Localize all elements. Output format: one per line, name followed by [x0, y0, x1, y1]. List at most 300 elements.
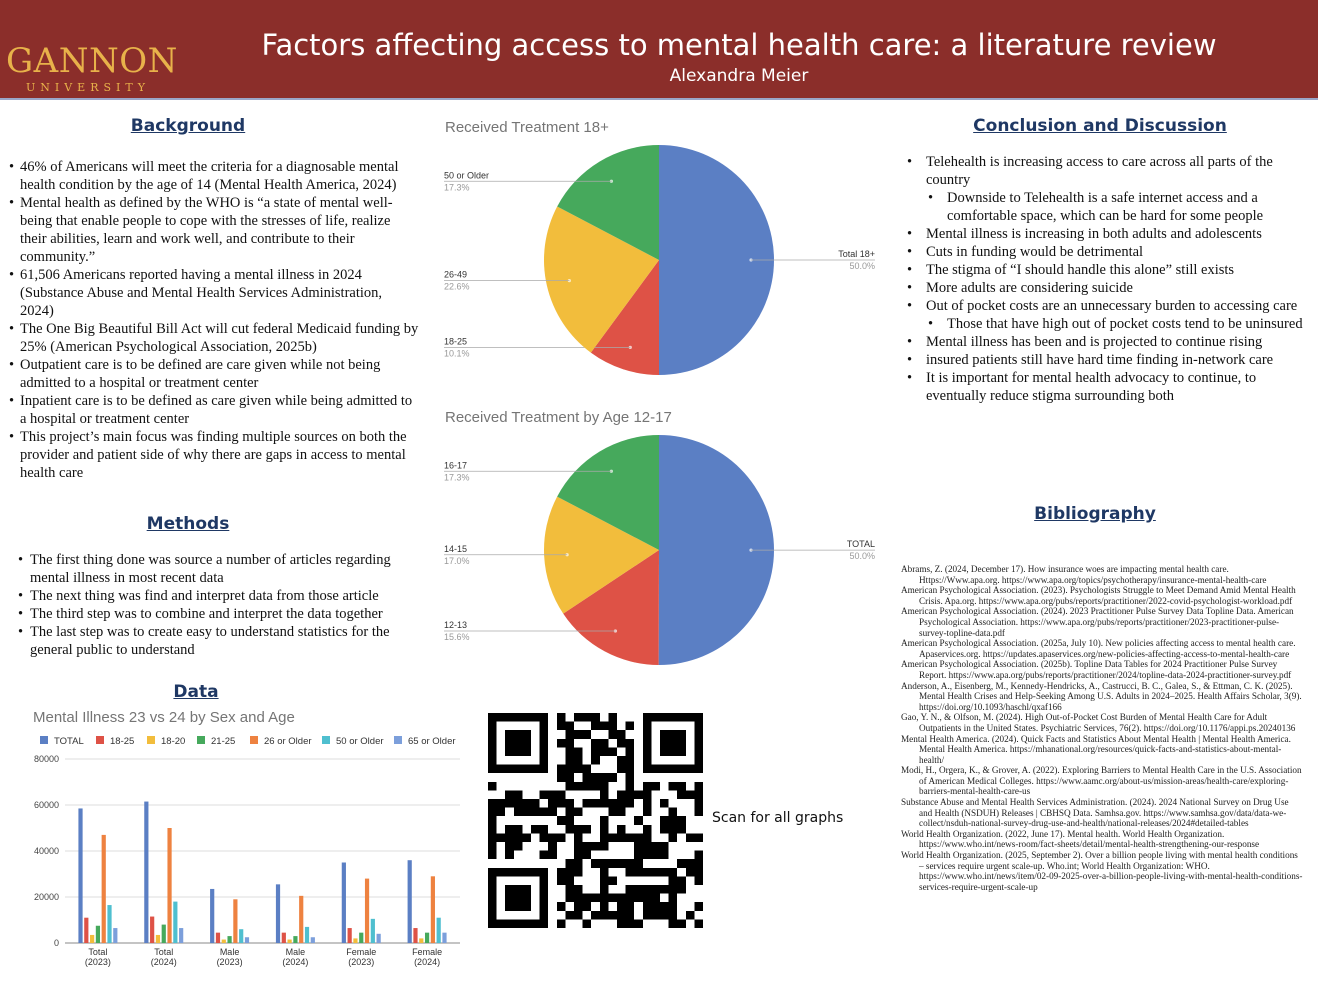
x-tick-label: (2024): [282, 957, 309, 967]
pie-percent: 50.0%: [849, 551, 875, 562]
qr-module: [634, 885, 643, 894]
bar: [299, 896, 303, 943]
qr-module: [488, 833, 497, 842]
bar: [442, 933, 446, 943]
qr-module: [643, 902, 652, 911]
bar: [179, 928, 183, 943]
qr-module: [600, 833, 609, 842]
qr-module: [488, 851, 497, 860]
bar: [377, 934, 381, 943]
qr-module: [522, 833, 531, 842]
qr-module: [488, 816, 497, 825]
x-tick-label: Male: [285, 947, 306, 957]
qr-module: [557, 722, 566, 731]
pie1-title: Received Treatment 18+: [445, 119, 609, 136]
qr-module: [651, 885, 660, 894]
qr-module: [583, 782, 592, 791]
qr-module: [591, 782, 600, 791]
bar: [113, 928, 117, 943]
qr-module: [677, 919, 686, 928]
qr-module: [565, 782, 574, 791]
qr-module: [643, 833, 652, 842]
bar: [311, 937, 315, 943]
pie-percent: 10.1%: [444, 348, 470, 359]
qr-finder-core: [505, 730, 531, 756]
legend-label: 18-20: [161, 736, 186, 747]
background-heading: Background: [130, 116, 246, 136]
legend-label: TOTAL: [54, 736, 84, 747]
qr-module: [514, 790, 523, 799]
bar: [282, 933, 286, 943]
bar: [408, 860, 412, 943]
conclusion-item: • The stigma of “I should handle this alone” still exists: [901, 261, 1306, 279]
qr-code[interactable]: [488, 713, 703, 928]
qr-module: [626, 747, 635, 756]
qr-module: [608, 808, 617, 817]
qr-module: [694, 902, 703, 911]
legend-label: 26 or Older: [264, 736, 312, 747]
qr-finder-core: [505, 885, 531, 911]
bibliography-entry: Mental Health America. (2024). Quick Facts and Statistics About Mental Health | Mental Health America. Mental Health America. https://mhanational.org/resources/quick-facts-and-statistics-about-mental-health/: [901, 733, 1291, 765]
qr-module: [565, 747, 574, 756]
methods-item: • The third step was to combine and interpret the data together: [16, 605, 416, 623]
qr-module: [540, 851, 549, 860]
bar: [102, 835, 106, 943]
qr-module: [643, 868, 652, 877]
bar: [437, 918, 441, 943]
bar: [156, 935, 160, 943]
pie-label: TOTAL: [846, 539, 875, 550]
qr-module: [565, 739, 574, 748]
qr-module: [565, 730, 574, 739]
qr-module: [600, 747, 609, 756]
bar: [342, 863, 346, 944]
qr-module: [565, 756, 574, 765]
qr-module: [669, 833, 678, 842]
bibliography-entry: World Health Organization. (2025, September 2). Over a billion people living with mental health conditions – services require urgent scale-up. Who.int; World Health Organization: WHO. https://www.who.int/news/item/02-09-2025-over-a-billion-people-living-with-mental-health-conditions-services-require-urgent-scale-up: [901, 850, 1303, 892]
legend-label: 18-25: [110, 736, 135, 747]
qr-module: [643, 799, 652, 808]
qr-module: [565, 868, 574, 877]
bar: [419, 938, 423, 943]
qr-module: [660, 868, 669, 877]
conclusion-item: • Mental illness is increasing in both adults and adolescents: [901, 225, 1306, 243]
qr-module: [626, 885, 635, 894]
qr-module: [617, 765, 626, 774]
qr-module: [557, 799, 566, 808]
qr-module: [677, 782, 686, 791]
qr-module: [548, 808, 557, 817]
bibliography-entry: Substance Abuse and Mental Health Services Administration. (2024). 2024 National Survey on Drug Use and Health (NSDUH) Releases | CBHSQ Data. Samhsa.gov. https://www.samhsa.gov/data/data-we-collect/nsduh-national-survey-drug-use-and-health/national-releases/2024#detailed-tables: [901, 797, 1289, 829]
qr-module: [608, 730, 617, 739]
bibliography-list: [901, 564, 1303, 892]
qr-module: [617, 808, 626, 817]
qr-module: [488, 808, 497, 817]
qr-module: [583, 765, 592, 774]
qr-module: [660, 902, 669, 911]
pie-label: 18-25: [444, 336, 468, 347]
qr-module: [497, 808, 506, 817]
bar: [413, 928, 417, 943]
methods-item: • The next thing was find and interpret data from those article: [16, 587, 416, 605]
qr-module: [557, 876, 566, 885]
legend-label: 65 or Older: [408, 736, 456, 747]
qr-module: [565, 876, 574, 885]
pie-label: 26-49: [444, 269, 468, 280]
qr-module: [574, 756, 583, 765]
qr-module: [565, 911, 574, 920]
qr-module: [591, 911, 600, 920]
qr-module: [600, 868, 609, 877]
qr-module: [557, 713, 566, 722]
qr-module: [686, 790, 695, 799]
qr-module: [600, 859, 609, 868]
qr-module: [617, 730, 626, 739]
qr-module: [626, 765, 635, 774]
qr-module: [497, 833, 506, 842]
qr-module: [651, 782, 660, 791]
qr-module: [583, 842, 592, 851]
qr-module: [557, 833, 566, 842]
qr-module: [634, 816, 643, 825]
qr-module: [565, 885, 574, 894]
bar: [431, 876, 435, 943]
qr-module: [600, 842, 609, 851]
qr-module: [669, 894, 678, 903]
conclusion-item: • Those that have high out of pocket costs tend to be uninsured: [901, 315, 1306, 333]
qr-module: [591, 773, 600, 782]
pie-label: 50 or Older: [444, 170, 490, 181]
x-tick-label: (2023): [216, 957, 243, 967]
qr-module: [617, 911, 626, 920]
qr-module: [600, 799, 609, 808]
qr-module: [505, 825, 514, 834]
qr-module: [617, 825, 626, 834]
qr-module: [557, 773, 566, 782]
legend-swatch: [40, 736, 48, 744]
qr-module: [626, 782, 635, 791]
bar: [227, 936, 231, 943]
qr-finder-core: [660, 730, 686, 756]
qr-module: [600, 902, 609, 911]
qr-module: [565, 816, 574, 825]
pie-percent: 22.6%: [444, 281, 470, 292]
qr-module: [600, 911, 609, 920]
qr-module: [669, 876, 678, 885]
x-tick-label: (2023): [348, 957, 375, 967]
bibliography-entry: American Psychological Association. (2025a, July 10). New policies affecting access to mental health care. Apaservices.org. https://updates.apaservices.org/new-policies-affecting-access-to-mental-health-care: [901, 638, 1296, 659]
bar: [359, 933, 363, 943]
qr-module: [583, 851, 592, 860]
bar: [173, 902, 177, 943]
qr-module: [591, 756, 600, 765]
qr-module: [600, 816, 609, 825]
qr-module: [626, 833, 635, 842]
qr-module: [600, 885, 609, 894]
qr-module: [634, 790, 643, 799]
qr-module: [557, 790, 566, 799]
bar: [239, 929, 243, 943]
bar: [348, 928, 352, 943]
qr-module: [634, 919, 643, 928]
qr-module: [694, 876, 703, 885]
bar: [233, 899, 237, 943]
qr-module: [626, 894, 635, 903]
qr-module: [634, 833, 643, 842]
qr-module: [548, 790, 557, 799]
bar: [222, 940, 226, 943]
qr-module: [686, 833, 695, 842]
qr-module: [660, 799, 669, 808]
bar: [365, 879, 369, 943]
methods-item: • The last step was to create easy to understand statistics for the general public to understand: [16, 623, 416, 659]
qr-module: [583, 773, 592, 782]
qr-module: [634, 842, 643, 851]
qr-module: [531, 808, 540, 817]
bar: [84, 918, 88, 943]
qr-module: [651, 911, 660, 920]
background-item: • The One Big Beautiful Bill Act will cut federal Medicaid funding by 25% (American Psychological Association, 2025b): [9, 320, 419, 356]
qr-module: [557, 919, 566, 928]
qr-module: [643, 851, 652, 860]
qr-module: [574, 851, 583, 860]
conclusion-item: • Cuts in funding would be detrimental: [901, 243, 1306, 261]
qr-module: [651, 894, 660, 903]
methods-list: [16, 551, 416, 659]
qr-module: [565, 859, 574, 868]
qr-module: [617, 790, 626, 799]
title-banner: [0, 0, 1318, 100]
qr-module: [574, 782, 583, 791]
qr-module: [617, 756, 626, 765]
bibliography-entry: American Psychological Association. (2023). Psychologists Struggle to Meet Demand Amid Mental Health Crisis. Apa.org. https://www.apa.org/pubs/reports/practitioner/2022-covid-psychologist-workload.pdf: [901, 585, 1296, 606]
bar: [371, 919, 375, 943]
data-heading: Data: [173, 682, 219, 702]
qr-module: [634, 851, 643, 860]
qr-module: [574, 713, 583, 722]
y-tick-label: 0: [53, 938, 59, 948]
qr-module: [488, 842, 497, 851]
qr-module: [677, 790, 686, 799]
qr-module: [600, 894, 609, 903]
bar: [107, 905, 111, 943]
qr-module: [608, 876, 617, 885]
pie-label: 12-13: [444, 620, 468, 631]
background-item: • Inpatient care is to be defined as care given while being admitted to a hospital or treatment center: [9, 392, 419, 428]
y-tick-label: 40000: [33, 846, 59, 856]
qr-module: [600, 722, 609, 731]
qr-module: [626, 722, 635, 731]
qr-module: [574, 833, 583, 842]
x-tick-label: Total: [88, 947, 108, 957]
bar: [425, 933, 429, 943]
pie2-title: Received Treatment by Age 12-17: [445, 409, 672, 426]
qr-module: [583, 730, 592, 739]
qr-module: [694, 808, 703, 817]
bar: [150, 917, 154, 943]
qr-module: [617, 799, 626, 808]
bar-chart-mental-illness: [20, 728, 470, 973]
qr-module: [574, 808, 583, 817]
qr-module: [514, 842, 523, 851]
x-tick-label: (2024): [150, 957, 177, 967]
qr-module: [505, 842, 514, 851]
qr-module: [505, 799, 514, 808]
conclusion-item: • Downside to Telehealth is a safe internet access and a comfortable space, which can be hard for some people: [901, 189, 1306, 225]
pie-percent: 17.0%: [444, 555, 470, 566]
qr-module: [617, 859, 626, 868]
qr-module: [643, 782, 652, 791]
qr-module: [651, 842, 660, 851]
pie-chart-adult-treatment: [440, 140, 890, 390]
qr-module: [591, 799, 600, 808]
qr-module: [626, 902, 635, 911]
qr-module: [643, 842, 652, 851]
qr-module: [643, 808, 652, 817]
bar: [144, 802, 148, 943]
qr-module: [565, 799, 574, 808]
qr-module: [600, 825, 609, 834]
pie-label: 16-17: [444, 460, 468, 471]
qr-module: [583, 713, 592, 722]
qr-module: [608, 859, 617, 868]
bar-chart-title: Mental Illness 23 vs 24 by Sex and Age: [33, 709, 295, 726]
qr-module: [669, 816, 678, 825]
qr-module: [643, 825, 652, 834]
qr-module: [591, 747, 600, 756]
bar: [276, 884, 280, 943]
qr-module: [634, 859, 643, 868]
qr-module: [677, 885, 686, 894]
qr-module: [651, 851, 660, 860]
legend-swatch: [147, 736, 155, 744]
qr-module: [488, 782, 497, 791]
qr-module: [522, 799, 531, 808]
qr-module: [669, 885, 678, 894]
qr-module: [694, 833, 703, 842]
qr-module: [574, 911, 583, 920]
qr-module: [591, 713, 600, 722]
background-item: • 46% of Americans will meet the criteria for a diagnosable mental health condition by the age of 14 (Mental Health America, 2024): [9, 158, 419, 194]
qr-module: [686, 911, 695, 920]
qr-module: [626, 790, 635, 799]
qr-module: [617, 894, 626, 903]
qr-module: [574, 885, 583, 894]
qr-module: [565, 765, 574, 774]
qr-module: [574, 902, 583, 911]
bar: [353, 938, 357, 943]
x-tick-label: Total: [154, 947, 174, 957]
bar: [305, 927, 309, 943]
qr-module: [531, 799, 540, 808]
qr-module: [497, 799, 506, 808]
qr-module: [669, 782, 678, 791]
qr-module: [669, 808, 678, 817]
qr-module: [574, 730, 583, 739]
qr-module: [514, 799, 523, 808]
qr-module: [591, 739, 600, 748]
qr-module: [548, 851, 557, 860]
pie-label: 14-15: [444, 543, 468, 554]
qr-module: [626, 756, 635, 765]
conclusion-heading: Conclusion and Discussion: [973, 116, 1227, 136]
qr-module: [617, 833, 626, 842]
bar: [210, 889, 214, 943]
qr-module: [626, 859, 635, 868]
background-item: • Mental health as defined by the WHO is “a state of mental well-being that enable people to cope with the stresses of life, realize their abilities, learn and work well, and contribute to their community.”: [9, 194, 419, 266]
x-tick-label: (2024): [414, 957, 441, 967]
bibliography-entry: American Psychological Association. (2025b). Topline Data Tables for 2024 Practitioner Pulse Survey Report. https://www.apa.org/pubs/reports/practitioner/2024/topline-data-2024-practitioner-survey.pdf: [901, 659, 1292, 680]
qr-module: [540, 833, 549, 842]
qr-module: [677, 816, 686, 825]
qr-module: [565, 825, 574, 834]
qr-module: [583, 902, 592, 911]
bibliography-entry: Modi, H., Orgera, K., & Grover, A. (2022). Exploring Barriers to Mental Health Care in the U.S. Association of American Medical Colleges. https://www.aamc.org/about-us/mission-areas/health-care/exploring-barriers-mental-health-care-us: [901, 765, 1302, 797]
bar: [90, 935, 94, 943]
qr-module: [514, 825, 523, 834]
qr-module: [608, 894, 617, 903]
qr-module: [574, 765, 583, 774]
x-tick-label: (2023): [84, 957, 111, 967]
bibliography-entry: Gao, Y. N., & Olfson, M. (2024). High Out-of-Pocket Cost Burden of Mental Health Care for Adult Outpatients in the United States. Psychiatric Services, 76(2). https://doi.org/10.1176/appi.ps.20240136: [901, 712, 1296, 733]
background-item: • Outpatient care is to be defined are care given while not being admitted to a hospital or treatment center: [9, 356, 419, 392]
qr-module: [617, 919, 626, 928]
gannon-logo-subtitle: UNIVERSITY: [26, 81, 150, 94]
bibliography-entry: Abrams, Z. (2024, December 17). How insurance woes are impacting mental health care. Https://Www.apa.org. https://www.apa.org/topics/psychotherapy/insurance-mental-health-care: [901, 564, 1267, 585]
y-tick-label: 60000: [33, 800, 59, 810]
pie-label: Total 18+: [838, 249, 875, 259]
x-tick-label: Female: [346, 947, 377, 957]
legend-swatch: [322, 736, 330, 744]
methods-item: • The first thing done was source a number of articles regarding mental illness in most recent data: [16, 551, 416, 587]
qr-module: [608, 833, 617, 842]
qr-module: [557, 868, 566, 877]
qr-module: [557, 816, 566, 825]
qr-module: [617, 739, 626, 748]
qr-module: [574, 747, 583, 756]
qr-module: [643, 885, 652, 894]
y-tick-label: 80000: [33, 754, 59, 764]
qr-module: [565, 773, 574, 782]
qr-module: [600, 773, 609, 782]
qr-module: [677, 859, 686, 868]
qr-module: [669, 868, 678, 877]
conclusion-item: • Mental illness has been and is projected to continue rising: [901, 333, 1306, 351]
qr-module: [583, 825, 592, 834]
y-tick-label: 20000: [33, 892, 59, 902]
qr-module: [677, 876, 686, 885]
qr-module: [608, 799, 617, 808]
conclusion-item: • More adults are considering suicide: [901, 279, 1306, 297]
bibliography-heading: Bibliography: [1034, 504, 1156, 524]
qr-module: [626, 919, 635, 928]
qr-module: [574, 842, 583, 851]
qr-module: [634, 868, 643, 877]
qr-module: [694, 799, 703, 808]
qr-module: [694, 868, 703, 877]
qr-module: [694, 859, 703, 868]
qr-module: [591, 859, 600, 868]
background-item: • 61,506 Americans reported having a mental illness in 2024 (Substance Abuse and Mental Health Services Administration, 2024): [9, 266, 419, 320]
qr-module: [591, 894, 600, 903]
qr-module: [660, 885, 669, 894]
qr-module: [617, 902, 626, 911]
qr-module: [694, 851, 703, 860]
pie-percent: 15.6%: [444, 632, 470, 643]
qr-module: [540, 790, 549, 799]
qr-module: [686, 868, 695, 877]
qr-module: [600, 782, 609, 791]
